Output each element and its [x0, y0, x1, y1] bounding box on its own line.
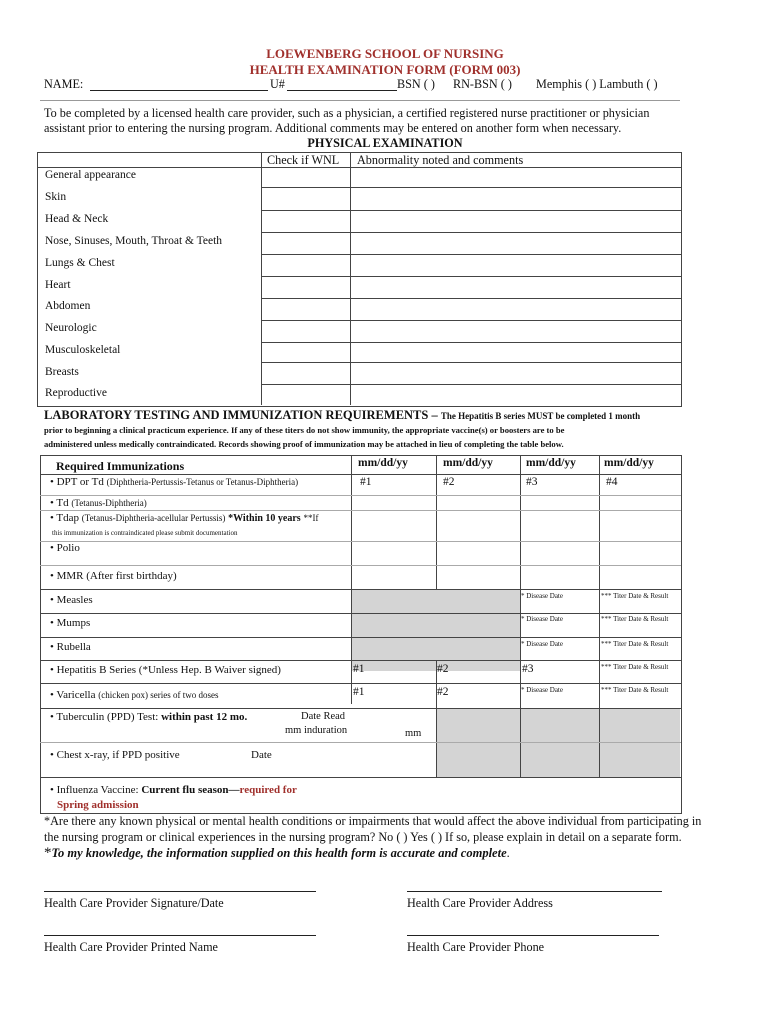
xray-label: • Chest x-ray, if PPD positive	[50, 749, 180, 761]
lab-note-3: administered unless medically contraindicated. Records showing proof of immunization may be attached in lieu of completing the table below.	[44, 439, 564, 449]
col-required-immunizations: Required Immunizations	[56, 459, 185, 473]
col-abnormality: Abnormality noted and comments	[357, 153, 524, 167]
col-check-wnl: Check if WNL	[267, 153, 340, 167]
signature-label: Health Care Provider Signature/Date	[44, 896, 224, 910]
address-line[interactable]	[407, 891, 662, 892]
varicella-disease-date: * Disease Date	[521, 686, 563, 694]
phone-label: Health Care Provider Phone	[407, 940, 545, 954]
ppd-mm-induration: mm induration	[285, 725, 348, 736]
measles-titer: *** Titer Date & Result	[601, 592, 669, 600]
physical-exam-table	[37, 152, 682, 407]
printed-name-line[interactable]	[44, 935, 316, 936]
dose-3-label: #3	[526, 476, 538, 488]
bsn-option[interactable]: BSN ( )	[397, 77, 435, 91]
exam-row-label: Head & Neck	[45, 213, 109, 225]
varicella-dose-1: #1	[353, 686, 365, 698]
form-title: HEALTH EXAMINATION FORM (FORM 003)	[249, 62, 521, 77]
exam-row-label: Skin	[45, 191, 67, 203]
col-date-1: mm/dd/yy	[358, 457, 408, 469]
attestation: *To my knowledge, the information supplied on this health form is accurate and complete.	[44, 845, 510, 861]
hepb-label: • Hepatitis B Series (*Unless Hep. B Waiver signed)	[50, 664, 281, 676]
tdap-note: this immunization is contraindicated please submit documentation	[52, 529, 238, 537]
exam-row-label: General appearance	[45, 169, 136, 181]
exam-row-label: Abdomen	[45, 300, 91, 312]
mmr-label: • MMR (After first birthday)	[50, 570, 177, 582]
address-label: Health Care Provider Address	[407, 896, 553, 910]
tdap-label: • Tdap (Tetanus-Diphtheria-acellular Pertussis) *Within 10 years **If	[50, 512, 319, 524]
dose-4-label: #4	[606, 476, 618, 488]
col-date-3: mm/dd/yy	[526, 457, 576, 469]
signature-line[interactable]	[44, 891, 316, 892]
conditions-question-1: *Are there any known physical or mental health conditions or impairments that would affect the above individual from participating in	[44, 814, 702, 828]
mumps-label: • Mumps	[50, 617, 91, 629]
hepb-titer: *** Titer Date & Result	[601, 663, 669, 671]
dpt-label: • DPT or Td (Diphtheria-Pertussis-Tetanus or Tetanus-Diphtheria)	[50, 476, 299, 488]
polio-label: • Polio	[50, 542, 80, 554]
printed-name-label: Health Care Provider Printed Name	[44, 940, 218, 954]
hepb-dose-3: #3	[522, 663, 534, 675]
name-label: NAME:	[44, 77, 84, 91]
ppd-date-read: Date Read	[301, 711, 346, 722]
flu-label: • Influenza Vaccine: Current flu season—required for	[50, 784, 297, 796]
varicella-titer: *** Titer Date & Result	[601, 686, 669, 694]
exam-row-label: Musculoskeletal	[45, 344, 121, 356]
u-label: U#	[270, 77, 285, 91]
physical-heading: PHYSICAL EXAMINATION	[307, 136, 463, 150]
exam-row-label: Heart	[45, 279, 71, 291]
flu-spring-admission: Spring admission	[57, 799, 139, 811]
name-field[interactable]	[90, 90, 268, 91]
dose-2-label: #2	[443, 476, 455, 488]
ppd-mm: mm	[405, 728, 422, 739]
conditions-question-2: the nursing program or clinical experiences in the nursing program? No ( ) Yes ( ) If so, please explain in detail on a separate form.	[44, 830, 682, 844]
exam-row-label: Lungs & Chest	[45, 257, 115, 269]
intro-line-1: To be completed by a licensed health care provider, such as a physician, a certified registered nurse practitioner or physician	[44, 106, 650, 120]
measles-label: • Measles	[50, 594, 93, 606]
rubella-titer: *** Titer Date & Result	[601, 640, 669, 648]
phone-line[interactable]	[407, 935, 659, 936]
rubella-disease-date: * Disease Date	[521, 640, 563, 648]
rubella-label: • Rubella	[50, 641, 91, 653]
u-number-field[interactable]	[287, 90, 397, 91]
lab-heading: LABORATORY TESTING AND IMMUNIZATION REQUIREMENTS – The Hepatitis B series MUST be completed 1 month	[44, 408, 641, 422]
ppd-label: • Tuberculin (PPD) Test: within past 12 mo.	[50, 711, 248, 723]
col-date-4: mm/dd/yy	[604, 457, 654, 469]
exam-row-label: Neurologic	[45, 322, 97, 334]
hepb-dose-1: #1	[353, 663, 365, 675]
intro-line-2: assistant prior to entering the nursing program. Additional comments may be entered on another form when necessary.	[44, 121, 622, 135]
td-label: • Td (Tetanus-Diphtheria)	[50, 497, 147, 509]
varicella-dose-2: #2	[437, 686, 449, 698]
exam-row-label: Nose, Sinuses, Mouth, Throat & Teeth	[45, 235, 223, 247]
lab-note-2: prior to beginning a clinical practicum experience. If any of these titers do not show immunity, the appropriate vaccine(s) or boosters are to be	[44, 425, 565, 435]
mumps-titer: *** Titer Date & Result	[601, 615, 669, 623]
exam-row-label: Reproductive	[45, 387, 107, 399]
exam-row-label: Breasts	[45, 366, 79, 378]
measles-disease-date: * Disease Date	[521, 592, 563, 600]
col-date-2: mm/dd/yy	[443, 457, 493, 469]
mumps-disease-date: * Disease Date	[521, 615, 563, 623]
header-divider	[40, 100, 680, 101]
hepb-dose-2: #2	[437, 663, 449, 675]
school-name: LOEWENBERG SCHOOL OF NURSING	[266, 46, 504, 61]
varicella-label: • Varicella (chicken pox) series of two doses	[50, 689, 219, 701]
rnbsn-option[interactable]: RN-BSN ( )	[453, 77, 512, 91]
dose-1-label: #1	[360, 476, 372, 488]
campus-option[interactable]: Memphis ( ) Lambuth ( )	[536, 77, 658, 91]
xray-date: Date	[251, 749, 272, 761]
